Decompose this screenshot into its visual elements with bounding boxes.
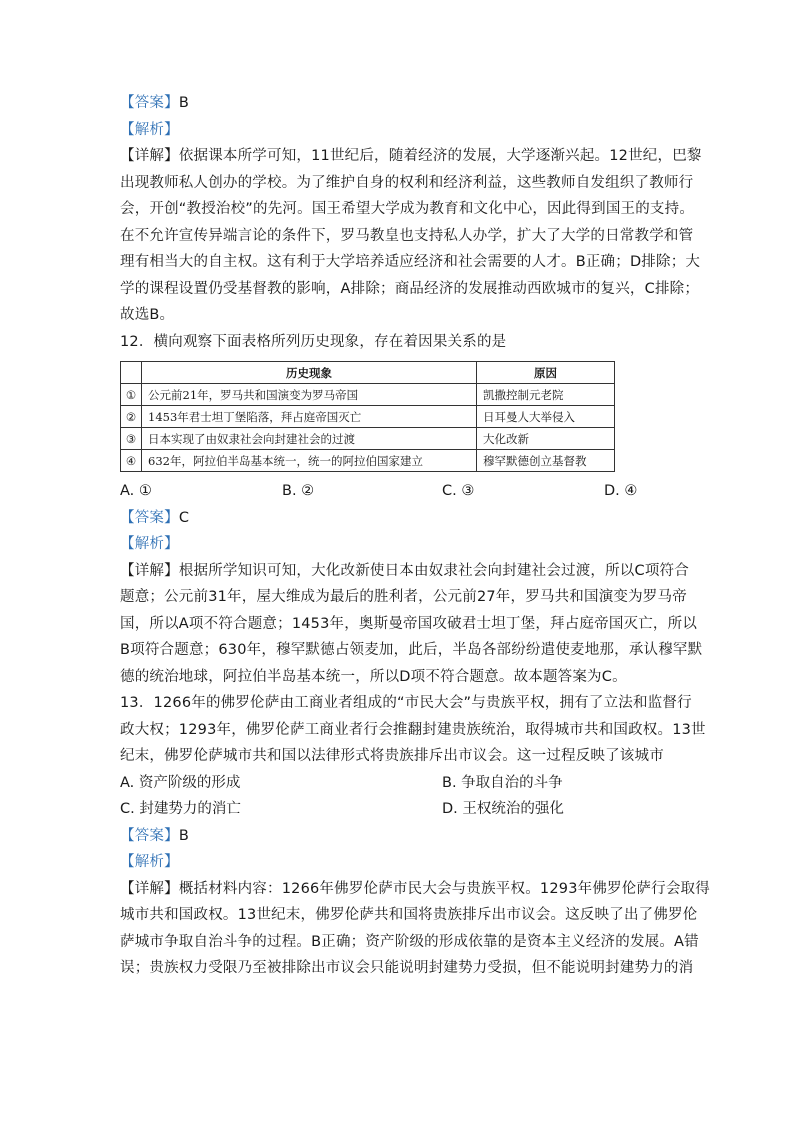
detail-text: 故选B。 — [120, 307, 175, 323]
row-phenomenon: 632年，阿拉伯半岛基本统一，统一的阿拉伯国家建立 — [142, 450, 477, 472]
q12-answer-line — [120, 505, 675, 532]
row-cause: 凯撒控制元老院 — [477, 384, 615, 406]
option-d: D. ④ — [604, 483, 638, 499]
detail-text: 根据所学知识可知，大化改新使日本由奴隶社会向封建社会过渡，所以C项符合 — [178, 562, 689, 579]
detail-text: 会，开创“教授治校”的先河。国王希望大学成为教育和文化中心，因此得到国王的支持。 — [120, 201, 695, 217]
q13-stem: 纪末，佛罗伦萨城市共和国以法律形式将贵族排斥出市议会。这一过程反映了该城市 — [120, 748, 664, 764]
option-a: A. ① — [120, 483, 152, 499]
q11-answer-line — [120, 90, 675, 117]
detail-tag: 【详解】 — [120, 562, 179, 579]
detail-text: 理有相当大的自主权。这有利于大学培养适应经济和社会需要的人才。B正确；D排除；大 — [120, 254, 701, 270]
q12-stem: 12．横向观察下面表格所列历史现象，存在着因果关系的是 — [120, 333, 507, 350]
answer-tag: 【答案】 — [120, 95, 179, 111]
option-b: B. ② — [282, 483, 315, 499]
table-row — [121, 450, 615, 472]
analysis-tag: 【解析】 — [120, 536, 179, 552]
detail-tag: 【详解】 — [120, 880, 179, 897]
answer-value: B — [178, 827, 189, 844]
table-row — [121, 406, 615, 428]
detail-text: 误；贵族权力受限乃至被排除出市议会只能说明封建势力受损，但不能说明封建势力的消 — [120, 960, 694, 976]
detail-text: 德的统治地球，阿拉伯半岛基本统一，所以D项不符合题意。故本题答案为C。 — [120, 668, 627, 685]
detail-text: 学的课程设置仍受基督教的影响，A排除；商品经济的发展推动西欧城市的复兴，C排除； — [120, 280, 700, 297]
history-table — [120, 361, 615, 472]
detail-text: 萨城市争取自治斗争的过程。B正确；资产阶级的形成依靠的是资本主义经济的发展。A错 — [120, 933, 699, 950]
option-c: C. 封建势力的消亡 — [120, 801, 241, 817]
q13-detail-line — [120, 876, 710, 903]
row-phenomenon: 1453年君士坦丁堡陷落，拜占庭帝国灭亡 — [142, 406, 477, 428]
q12-analysis-line — [120, 531, 675, 558]
option-c: C. ③ — [442, 483, 475, 499]
analysis-tag: 【解析】 — [120, 121, 179, 138]
detail-text: B项符合题意；630年，穆罕默德占领麦加，此后，半岛各部纷纷遣使麦地那，承认穆罕默 — [120, 642, 703, 658]
q13-options-row-2 — [120, 796, 675, 823]
answer-tag: 【答案】 — [120, 827, 179, 844]
detail-text: 出现教师私人创办的学校。为了维护自身的权利和经济利益，这些教师自发组织了教师行 — [120, 174, 694, 191]
option-a: A. 资产阶级的形成 — [120, 774, 241, 791]
table-header-cause: 原因 — [477, 362, 615, 384]
table-row — [121, 428, 615, 450]
answer-tag: 【答案】 — [120, 509, 179, 526]
q13-analysis-line — [120, 849, 675, 876]
row-num: ① — [121, 384, 142, 406]
q11-detail-line — [120, 143, 702, 170]
detail-text: 题意；公元前31年，屋大维成为最后的胜利者，公元前27年，罗马共和国演变为罗马帝 — [120, 589, 687, 605]
table-header-phenomenon: 历史现象 — [142, 362, 477, 384]
row-cause: 穆罕默德创立基督教 — [477, 450, 615, 472]
q11-analysis-line — [120, 117, 675, 144]
table-header-row — [121, 362, 615, 384]
q13-options-row-1 — [120, 770, 675, 797]
document-page — [120, 90, 710, 982]
table-row — [121, 384, 615, 406]
detail-tag: 【详解】 — [120, 148, 179, 164]
row-cause: 日耳曼人大举侵入 — [477, 406, 615, 428]
row-phenomenon: 公元前21年，罗马共和国演变为罗马帝国 — [142, 384, 477, 406]
answer-value: C — [178, 509, 190, 526]
q12-detail-line — [120, 558, 689, 585]
q13-answer-line — [120, 823, 675, 850]
row-num: ② — [121, 406, 142, 428]
detail-text: 在不允许宣传异端言论的条件下，罗马教皇也支持私人办学，扩大了大学的日常教学和管 — [120, 227, 694, 244]
table-header-num — [121, 362, 142, 384]
detail-text: 国，所以A项不符合题意；1453年，奥斯曼帝国攻破君士坦丁堡，拜占庭帝国灭亡，所以 — [120, 615, 698, 632]
row-num: ③ — [121, 428, 142, 450]
detail-text: 概括材料内容：1266年佛罗伦萨市民大会与贵族平权。1293年佛罗伦萨行会取得 — [178, 880, 710, 897]
row-phenomenon: 日本实现了由奴隶社会向封建社会的过渡 — [142, 428, 477, 450]
q13-stem: 政大权；1293年，佛罗伦萨工商业者行会推翻封建贵族统治，取得城市共和国政权。13世 — [120, 721, 706, 738]
detail-text: 城市共和国政权。13世纪末，佛罗伦萨共和国将贵族排斥出市议会。这反映了出了佛罗伦 — [120, 907, 698, 923]
detail-text: 依据课本所学可知，11世纪后，随着经济的发展，大学逐渐兴起。12世纪，巴黎 — [178, 148, 702, 164]
option-b: B. 争取自治的斗争 — [442, 774, 563, 791]
row-cause: 大化改新 — [477, 428, 615, 450]
q12-options — [120, 478, 675, 505]
analysis-tag: 【解析】 — [120, 854, 179, 870]
option-d: D. 王权统治的强化 — [442, 801, 564, 817]
q13-stem: 13．1266年的佛罗伦萨由工商业者组成的“市民大会”与贵族平权，拥有了立法和监督行 — [120, 695, 692, 711]
row-num: ④ — [121, 450, 142, 472]
answer-value: B — [178, 95, 189, 111]
